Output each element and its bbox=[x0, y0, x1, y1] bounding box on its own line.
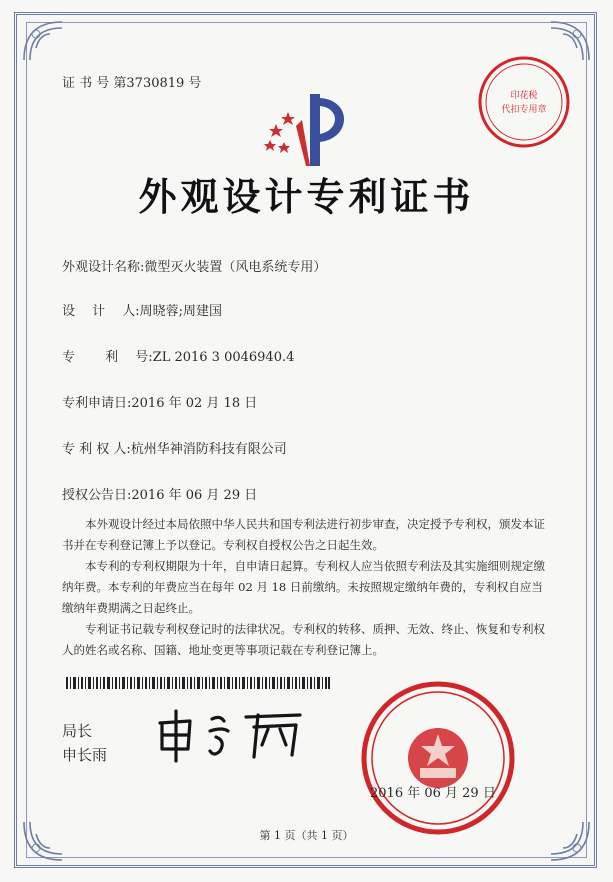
field-value: 周晓蓉;周建国 bbox=[139, 304, 223, 319]
page-number: 第 1 页（共 1 页） bbox=[259, 829, 354, 842]
certificate-body bbox=[62, 514, 552, 661]
director-title: 局长 bbox=[62, 722, 93, 740]
body-paragraph: 本外观设计经过本局依照中华人民共和国专利法进行初步审查，决定授予专利权，颁发本证书并在专利登记簿上予以登记。专利权自授权公告之日起生效。 bbox=[62, 517, 545, 552]
field-label: 授权公告日: bbox=[62, 488, 132, 503]
seal-date: 2016 年 06 月 29 日 bbox=[370, 786, 496, 801]
field-designer bbox=[62, 300, 222, 319]
field-patent-number bbox=[62, 346, 294, 365]
field-label: 专 利 号: bbox=[62, 350, 153, 365]
sipo-logo-icon bbox=[262, 90, 354, 170]
field-label: 专利申请日: bbox=[62, 396, 132, 411]
svg-text:代扣专用章: 代扣专用章 bbox=[501, 105, 547, 115]
field-value: ZL 2016 3 0046940.4 bbox=[152, 350, 295, 365]
corner-ornament-icon bbox=[20, 18, 66, 64]
tax-seal-icon bbox=[476, 54, 572, 150]
field-value: 杭州华神消防科技有限公司 bbox=[130, 442, 287, 457]
field-value: 2016 年 06 月 29 日 bbox=[131, 488, 258, 503]
field-patentee bbox=[62, 438, 287, 457]
director-signature-icon bbox=[150, 705, 310, 765]
field-design-name bbox=[62, 256, 326, 275]
svg-text:印花税: 印花税 bbox=[510, 91, 538, 101]
director-name: 申长雨 bbox=[62, 746, 108, 764]
page-title: 外观设计专利证书 bbox=[138, 174, 475, 219]
field-value: 2016 年 02 月 18 日 bbox=[131, 396, 258, 411]
field-grant-date bbox=[62, 484, 257, 503]
body-paragraph: 专利证书记载专利权登记时的法律状况。专利权的转移、质押、无效、终止、恢复和专利权人的姓名或名称、国籍、地址变更等事项记载在专利登记簿上。 bbox=[62, 622, 545, 657]
body-paragraph: 本专利的专利权期限为十年，自申请日起算。专利权人应当依照专利法及其实施细则规定缴纳年费。本专利的年费应当在每年 02 月 18 日前缴纳。未按照规定缴纳年费的，专利权自应当缴纳年费期满之日起终止。 bbox=[62, 559, 545, 615]
certificate-number: 证 书 号 第3730819 号 bbox=[62, 76, 202, 91]
barcode-icon bbox=[66, 674, 330, 686]
field-label: 设 计 人: bbox=[62, 304, 140, 319]
field-value: 微型灭火装置（风电系统专用） bbox=[144, 260, 327, 275]
official-seal-icon bbox=[360, 680, 516, 836]
field-label: 专 利 权 人: bbox=[62, 442, 131, 457]
field-label: 外观设计名称: bbox=[62, 260, 145, 275]
field-application-date bbox=[62, 392, 257, 411]
